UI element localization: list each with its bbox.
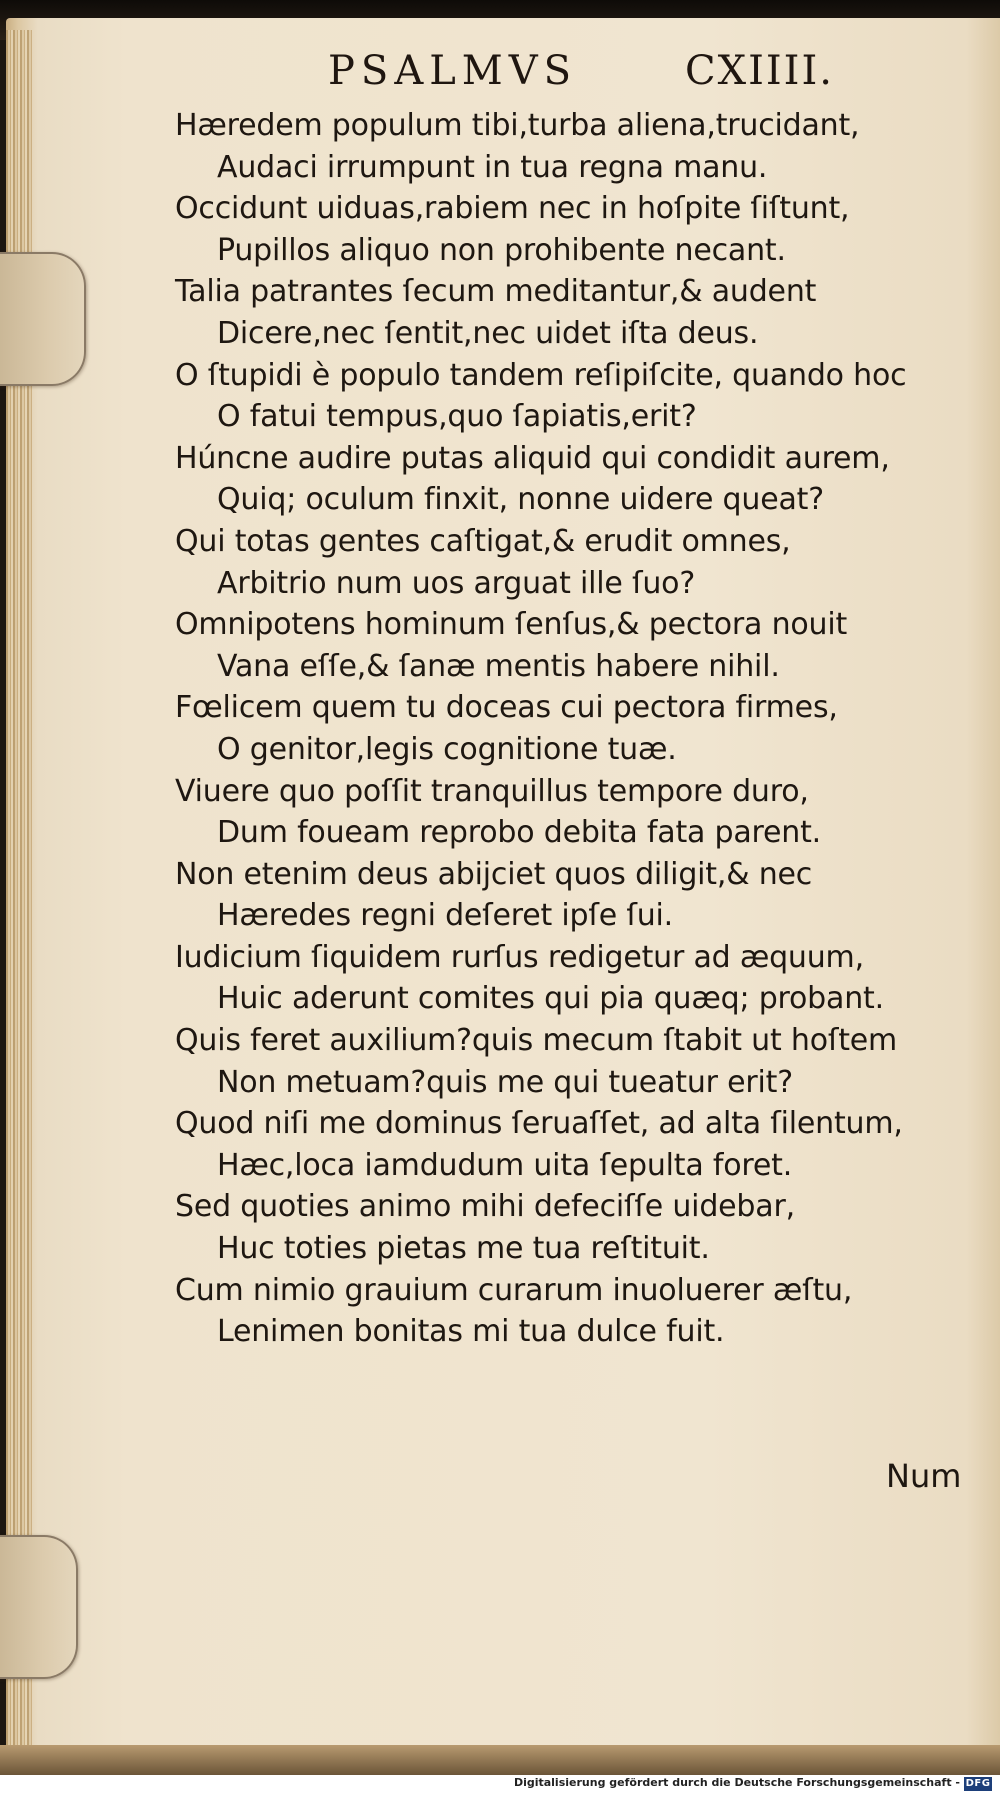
verse-line: Huc toties pietas me tua reſtituit. [217, 1231, 710, 1267]
clasp-tab-top [0, 252, 86, 386]
verse-line: Sed quoties animo mihi defeciſſe uidebar, [175, 1189, 795, 1225]
verse-line: Arbitrio num uos arguat ille ſuo? [217, 565, 696, 601]
verse-line: Talia patrantes ſecum meditantur,& audent [175, 274, 817, 310]
running-header [300, 48, 900, 98]
verse-line: Hæredem populum tibi,turba aliena,trucidant, [175, 108, 860, 143]
verse-line: Pupillos aliquo non prohibente necant. [217, 232, 786, 268]
running-title: PSALMVS [328, 48, 578, 94]
dfg-logo: DFG [965, 1778, 991, 1789]
verse-line: Omnipotens hominum ſenſus,& pectora nouit [175, 607, 848, 643]
verse-line: Qui totas gentes caſtigat,& erudit omnes, [175, 523, 791, 559]
verse-line: Quis feret auxilium?quis mecum ſtabit ut hoſtem [175, 1023, 898, 1059]
digitization-credit: Digitalisierung gefördert durch die Deutsche Forschungsgemeinschaft - [513, 1776, 960, 1789]
verse-line: Audaci irrumpunt in tua regna manu. [217, 149, 768, 185]
verse-line: Dicere,nec ſentit,nec uidet iſta deus. [217, 315, 759, 351]
verse-line: Lenimen bonitas mi tua dulce fuit. [217, 1314, 725, 1350]
bottom-shadow [0, 1745, 1000, 1775]
verse-line: Iudicium ſiquidem rurſus redigetur ad æquum, [175, 939, 864, 975]
psalm-number: CXIIII. [685, 48, 834, 94]
verse-line: Dum foueam reprobo debita fata parent. [217, 815, 822, 851]
verse-line: Fœlicem quem tu doceas cui pectora firmes, [175, 690, 838, 726]
clasp-tab-bottom [0, 1535, 78, 1679]
verse-line: Occidunt uiduas,rabiem nec in hoſpite ſiſtunt, [175, 191, 850, 227]
verse-line: Quod niſi me dominus ſeruaſſet, ad alta ſilentum, [175, 1106, 903, 1142]
verse-line: Húncne audire putas aliquid qui condidit aurem, [175, 440, 890, 476]
verse-line: Hæc,loca iamdudum uita ſepulta foret. [217, 1147, 793, 1183]
verse-line: Hæredes regni deſeret ipſe ſui. [217, 898, 674, 934]
verse-line: Quiq; oculum finxit, nonne uidere queat? [217, 482, 824, 518]
catchword: Num [886, 1457, 962, 1495]
verse-line: Non metuam?quis me qui tueatur erit? [217, 1064, 793, 1100]
verse-line: Cum nimio grauium curarum inuoluerer æſtu, [175, 1272, 853, 1308]
verse-line: O genitor,legis cognitione tuæ. [217, 731, 677, 767]
verse-line: Huic aderunt comites qui pia quæq; probant. [217, 981, 884, 1017]
verse-block [175, 105, 990, 1353]
verse-line: O ſtupidi è populo tandem reſipiſcite, quando hoc [175, 357, 907, 393]
verse-line: Viuere quo poſſit tranquillus tempore duro, [175, 773, 809, 809]
verse-line: O fatui tempus,quo ſapiatis,erit? [217, 399, 697, 435]
verse-line: Vana eſſe,& ſanæ mentis habere nihil. [217, 648, 780, 684]
verse-line: Non etenim deus abijciet quos diligit,& nec [175, 856, 813, 892]
